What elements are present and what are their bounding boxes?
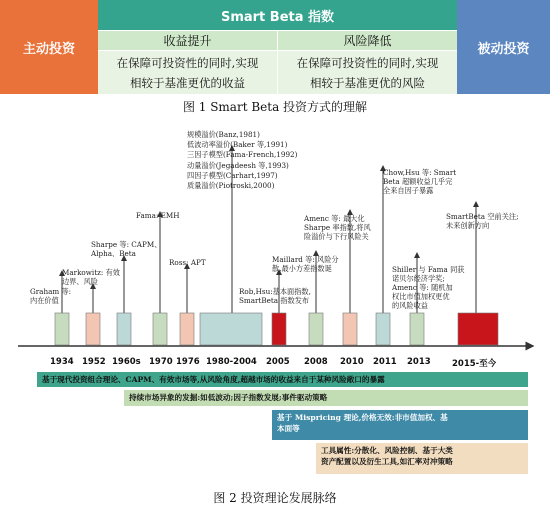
- year-1970: 1970: [149, 357, 173, 367]
- year-2005: 2005: [266, 357, 290, 367]
- label-sharpe: Sharpe 等: CAPM、 Alpha、Beta: [91, 240, 162, 258]
- box-2013: [410, 313, 424, 345]
- passive-investing-label: 被动投资: [477, 41, 530, 57]
- year-1960s: 1960s: [112, 357, 141, 367]
- year-2010: 2010: [340, 357, 364, 367]
- box-1970: [153, 313, 167, 345]
- risk-desc-line2: 相较于基准更优的风险: [310, 75, 425, 90]
- label-markowitz: Markowitz: 有效 边界、风险: [62, 268, 120, 286]
- label-amenc-2010: Amenc 等: 最大化 Sharpe 率指数,将风 险溢价与下行风险关: [304, 214, 371, 241]
- year-2015-now: 2015-至今: [452, 359, 497, 369]
- box-2010: [343, 313, 357, 345]
- box-1960s: [117, 313, 131, 345]
- year-1934: 1934: [50, 357, 74, 367]
- box-2005: [272, 313, 286, 345]
- box-2015: [458, 313, 498, 345]
- label-anomalies: 规模溢价(Banz,1981) 低波动率溢价(Baker 等,1991) 三因子模型(Fama-French,1992) 动量溢价(Jegadeesh 等,1993) 四因子模型(Carhart,1997) 质量溢价(Piotroski,2000): [187, 130, 298, 191]
- box-1976: [180, 313, 194, 345]
- figure1-caption: 图 1 Smart Beta 投资方式的理解: [182, 100, 368, 114]
- band-market-anomalies: 持续市场异象的发掘:如低波动;因子指数发展;事件驱动策略: [124, 390, 528, 406]
- return-desc-line2: 相较于基准更优的收益: [130, 75, 245, 90]
- box-1934: [55, 313, 69, 345]
- year-2011: 2011: [373, 357, 397, 367]
- box-1980-2004: [200, 313, 262, 345]
- band-mispricing: 基于 Mispricing 理论,价格无效:非市值加权、基 本面等: [272, 410, 528, 440]
- label-graham: Graham 等: 内在价值: [30, 287, 72, 305]
- year-2008: 2008: [304, 357, 328, 367]
- label-maillard: Maillard 等: 风险分 散,最小方差指数诞: [272, 255, 339, 273]
- band-tool-attributes: 工具属性:分散化、风险控制、基于大类 资产配置以及衍生工具,如汇率对冲策略: [316, 443, 528, 474]
- label-shiller-amenc: Shiller 与 Fama 同获 诺贝尔经济学奖; Amenc 等: 随机加 权比市值加权更优 的风险收益: [392, 265, 465, 310]
- label-ross: Ross: APT: [169, 258, 206, 267]
- risk-desc-line1: 在保障可投资性的同时,实现: [296, 55, 439, 70]
- box-2008: [309, 313, 323, 345]
- smart-beta-label: Smart Beta 指数: [220, 9, 335, 25]
- label-fama: Fama: EMH: [136, 211, 180, 220]
- active-investing-label: 主动投资: [22, 41, 75, 57]
- year-1976: 1976: [176, 357, 200, 367]
- band-modern-portfolio-theory: 基于现代投资组合理论、CAPM、有效市场等,从风险角度,超越市场的收益来自于某种风险敞口的暴露: [37, 372, 528, 387]
- label-rob-hsu: Rob,Hsu:基本面指数, SmartBeta 指数发布: [239, 287, 311, 305]
- figure2-caption: 图 2 投资理论发展脉络: [213, 491, 337, 505]
- year-2013: 2013: [407, 357, 431, 367]
- risk-reduce-label: 风险降低: [343, 34, 392, 48]
- label-smartbeta-now: SmartBeta 空前关注; 未来创新方向: [446, 212, 519, 230]
- year-1980-2004: 1980-2004: [206, 357, 257, 367]
- return-enhance-label: 收益提升: [163, 34, 212, 48]
- label-chow-hsu: Chow,Hsu 等: Smart Beta 超额收益几乎完 全来自因子暴露: [383, 168, 457, 195]
- year-1952: 1952: [82, 357, 106, 367]
- box-1952: [86, 313, 100, 345]
- return-desc-line1: 在保障可投资性的同时,实现: [116, 55, 259, 70]
- box-2011: [376, 313, 390, 345]
